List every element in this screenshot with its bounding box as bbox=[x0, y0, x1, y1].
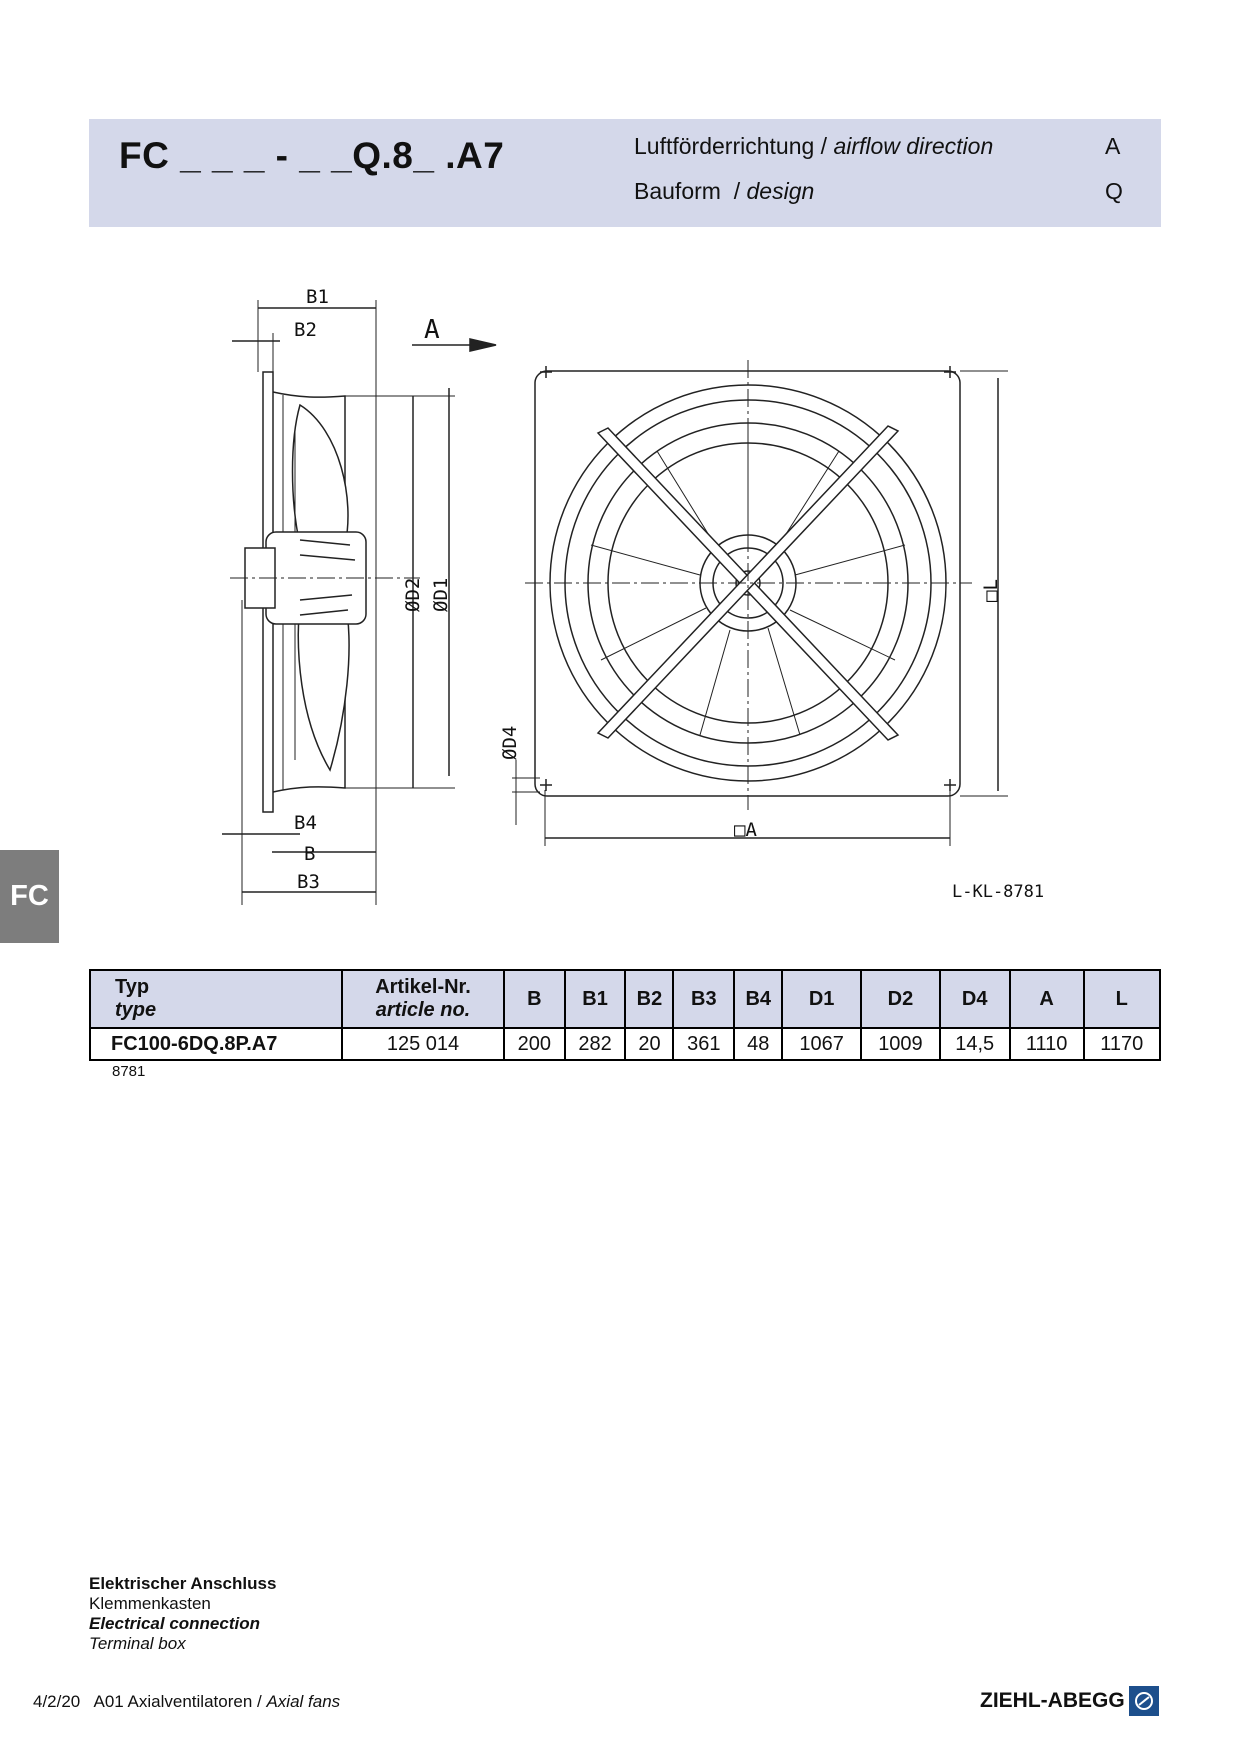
company-logo bbox=[980, 1686, 1159, 1716]
electrical-connection-note bbox=[89, 1574, 276, 1654]
spec-table bbox=[89, 969, 1161, 1061]
drawing-reference: L-KL-8781 bbox=[952, 882, 1045, 902]
col-header-d4: D4 bbox=[940, 970, 1010, 1028]
cell-l: 1170 bbox=[1084, 1028, 1160, 1060]
logo-text: ZIEHL-ABEGG bbox=[980, 1689, 1125, 1712]
section-tab: FC bbox=[0, 850, 59, 943]
dim-b4-label: B4 bbox=[294, 812, 317, 834]
cell-article: 125 014 bbox=[342, 1028, 504, 1060]
col-header-article: Artikel-Nr. article no. bbox=[342, 970, 504, 1028]
dim-d2-label: ØD2 bbox=[402, 577, 424, 612]
airflow-arrow-label: A bbox=[424, 315, 440, 345]
dim-a-label: □A bbox=[734, 819, 757, 841]
col-header-b: B bbox=[504, 970, 565, 1028]
cell-d4: 14,5 bbox=[940, 1028, 1010, 1060]
design-label: Bauform / design bbox=[634, 178, 815, 204]
cell-b1: 282 bbox=[565, 1028, 626, 1060]
cell-a: 1110 bbox=[1010, 1028, 1084, 1060]
col-header-d1: D1 bbox=[782, 970, 861, 1028]
col-header-b3: B3 bbox=[673, 970, 734, 1028]
electrical-sub-de: Klemmenkasten bbox=[89, 1594, 211, 1613]
cell-b2: 20 bbox=[625, 1028, 673, 1060]
cell-b3: 361 bbox=[673, 1028, 734, 1060]
dim-d1-label: ØD1 bbox=[430, 577, 452, 612]
col-header-b1: B1 bbox=[565, 970, 626, 1028]
col-header-b2: B2 bbox=[625, 970, 673, 1028]
dim-b2-label: B2 bbox=[294, 319, 317, 341]
dim-b1-label: B1 bbox=[306, 286, 329, 308]
electrical-title-de: Elektrischer Anschluss bbox=[89, 1574, 277, 1593]
cell-d1: 1067 bbox=[782, 1028, 861, 1060]
col-header-d2: D2 bbox=[861, 970, 940, 1028]
cell-b: 200 bbox=[504, 1028, 565, 1060]
table-row bbox=[90, 1028, 1160, 1060]
airflow-direction-value: A bbox=[1105, 133, 1121, 159]
dim-l-label: □L bbox=[980, 579, 1002, 602]
cell-type: FC100-6DQ.8P.A7 bbox=[90, 1028, 342, 1060]
footer-section: A01 Axialventilatoren / bbox=[93, 1692, 262, 1711]
electrical-title-en: Electrical connection bbox=[89, 1614, 260, 1633]
model-code: FC _ _ _ - _ _Q.8_ .A7 bbox=[119, 135, 505, 176]
side-view bbox=[222, 300, 496, 905]
electrical-sub-en: Terminal box bbox=[89, 1634, 186, 1653]
dim-b3-label: B3 bbox=[297, 871, 320, 893]
page-footer bbox=[33, 1692, 340, 1712]
col-header-type: Typ type bbox=[90, 970, 342, 1028]
col-header-b4: B4 bbox=[734, 970, 782, 1028]
logo-icon bbox=[1129, 1686, 1159, 1716]
footer-date: 4/2/20 bbox=[33, 1692, 81, 1711]
front-view bbox=[512, 360, 1008, 846]
reference-number: 8781 bbox=[112, 1063, 146, 1080]
cell-d2: 1009 bbox=[861, 1028, 940, 1060]
design-value: Q bbox=[1105, 178, 1123, 204]
airflow-direction-label: Luftförderrichtung / airflow direction bbox=[634, 133, 994, 159]
dim-d4-label: ØD4 bbox=[499, 725, 521, 760]
dim-b-label: B bbox=[304, 843, 316, 865]
cell-b4: 48 bbox=[734, 1028, 782, 1060]
col-header-a: A bbox=[1010, 970, 1084, 1028]
footer-section-en: Axial fans bbox=[266, 1692, 341, 1711]
col-header-l: L bbox=[1084, 970, 1160, 1028]
